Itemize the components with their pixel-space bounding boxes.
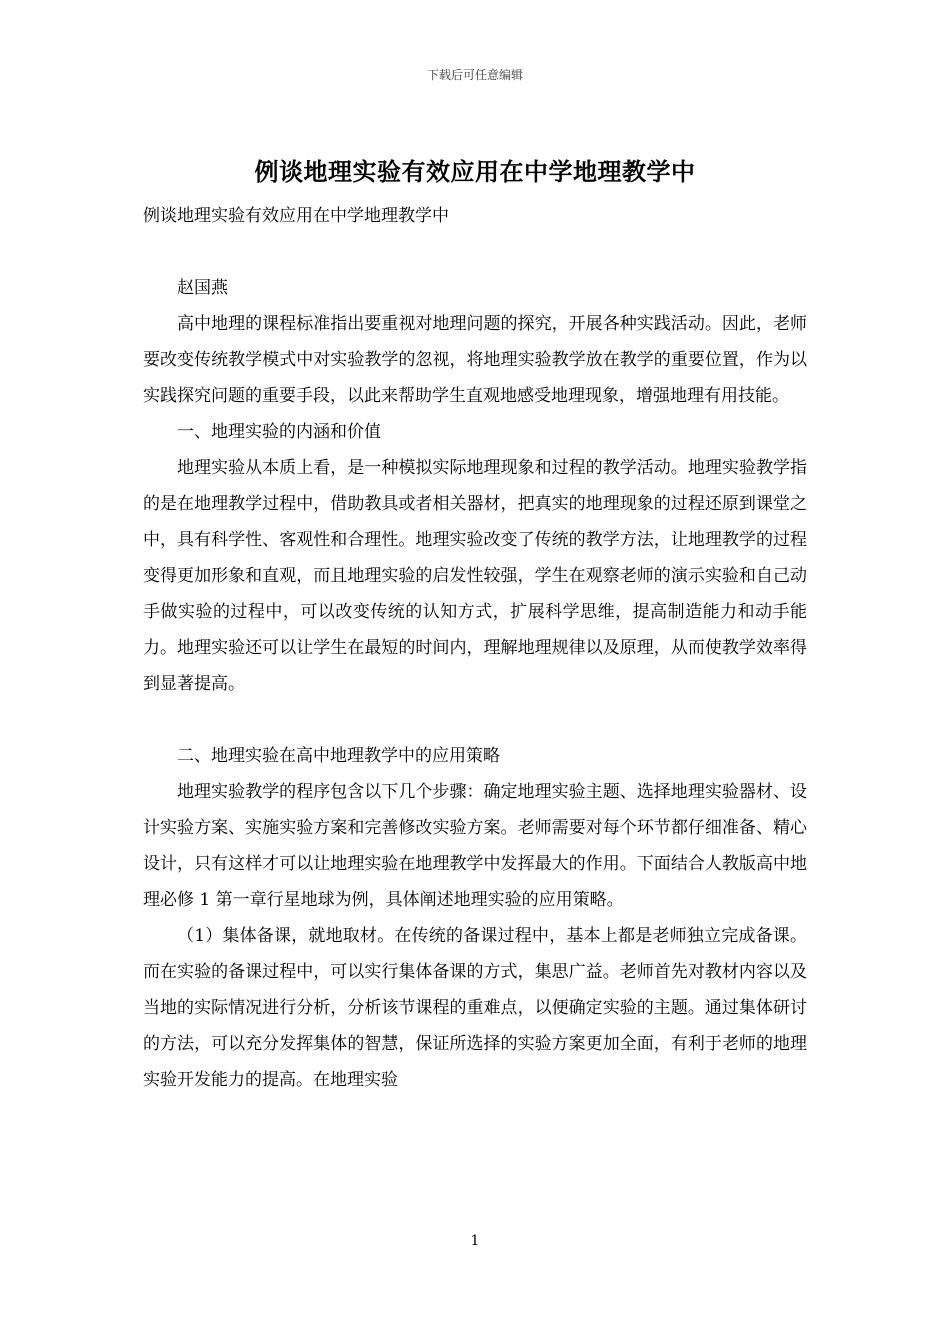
blank-line xyxy=(143,234,807,270)
section-heading-2: 二、地理实验在高中地理教学中的应用策略 xyxy=(177,746,500,766)
document-subtitle: 例谈地理实验有效应用在中学地理教学中 xyxy=(143,206,449,226)
document-body xyxy=(143,198,807,1098)
page-number: 1 xyxy=(470,1233,480,1249)
paragraph-item-1: （1）集体备课，就地取材。在传统的备课过程中，基本上都是老师独立完成备课。而在实验的备课过程中，可以实行集体备课的方式，集思广益。老师首先对教材内容以及当地的实际情况进行分析，分析该节课程的重难点，以便确定实验的主题。通过集体研讨的方法，可以充分发挥集体的智慧，保证所选择的实验方案更加全面，有利于老师的地理实验开发能力的提高。在地理实验 xyxy=(143,926,807,1090)
page-header: 下载后可任意编辑 xyxy=(426,68,523,82)
paragraph-section-2: 地理实验教学的程序包含以下几个步骤：确定地理实验主题、选择地理实验器材、设计实验方案、实施实验方案和完善修改实验方案。老师需要对每个环节都仔细准备、精心设计，只有这样才可以让地理实验在地理教学中发挥最大的作用。下面结合人教版高中地理必修 1 第一章行星地球为例，具体阐述地理实验的应用策略。 xyxy=(143,782,807,910)
paragraph-section-1: 地理实验从本质上看，是一种模拟实际地理现象和过程的教学活动。地理实验教学指的是在地理教学过程中，借助教具或者相关器材，把真实的地理现象的过程还原到课堂之中，具有科学性、客观性和合理性。地理实验改变了传统的教学方法，让地理教学的过程变得更加形象和直观，而且地理实验的启发性较强，学生在观察老师的演示实验和自己动手做实验的过程中，可以改变传统的认知方式，扩展科学思维，提高制造能力和动手能力。地理实验还可以让学生在最短的时间内，理解地理规律以及原理，从而使教学效率得到显著提高。 xyxy=(143,458,807,694)
section-heading-1: 一、地理实验的内涵和价值 xyxy=(177,422,381,442)
author-name: 赵国燕 xyxy=(177,278,228,298)
blank-line xyxy=(143,702,807,738)
paragraph-intro: 高中地理的课程标准指出要重视对地理问题的探究，开展各种实践活动。因此，老师要改变传统教学模式中对实验教学的忽视，将地理实验教学放在教学的重要位置，作为以实践探究问题的重要手段，以此来帮助学生直观地感受地理现象，增强地理有用技能。 xyxy=(143,314,807,406)
document-title: 例谈地理实验有效应用在中学地理教学中 xyxy=(254,157,696,186)
